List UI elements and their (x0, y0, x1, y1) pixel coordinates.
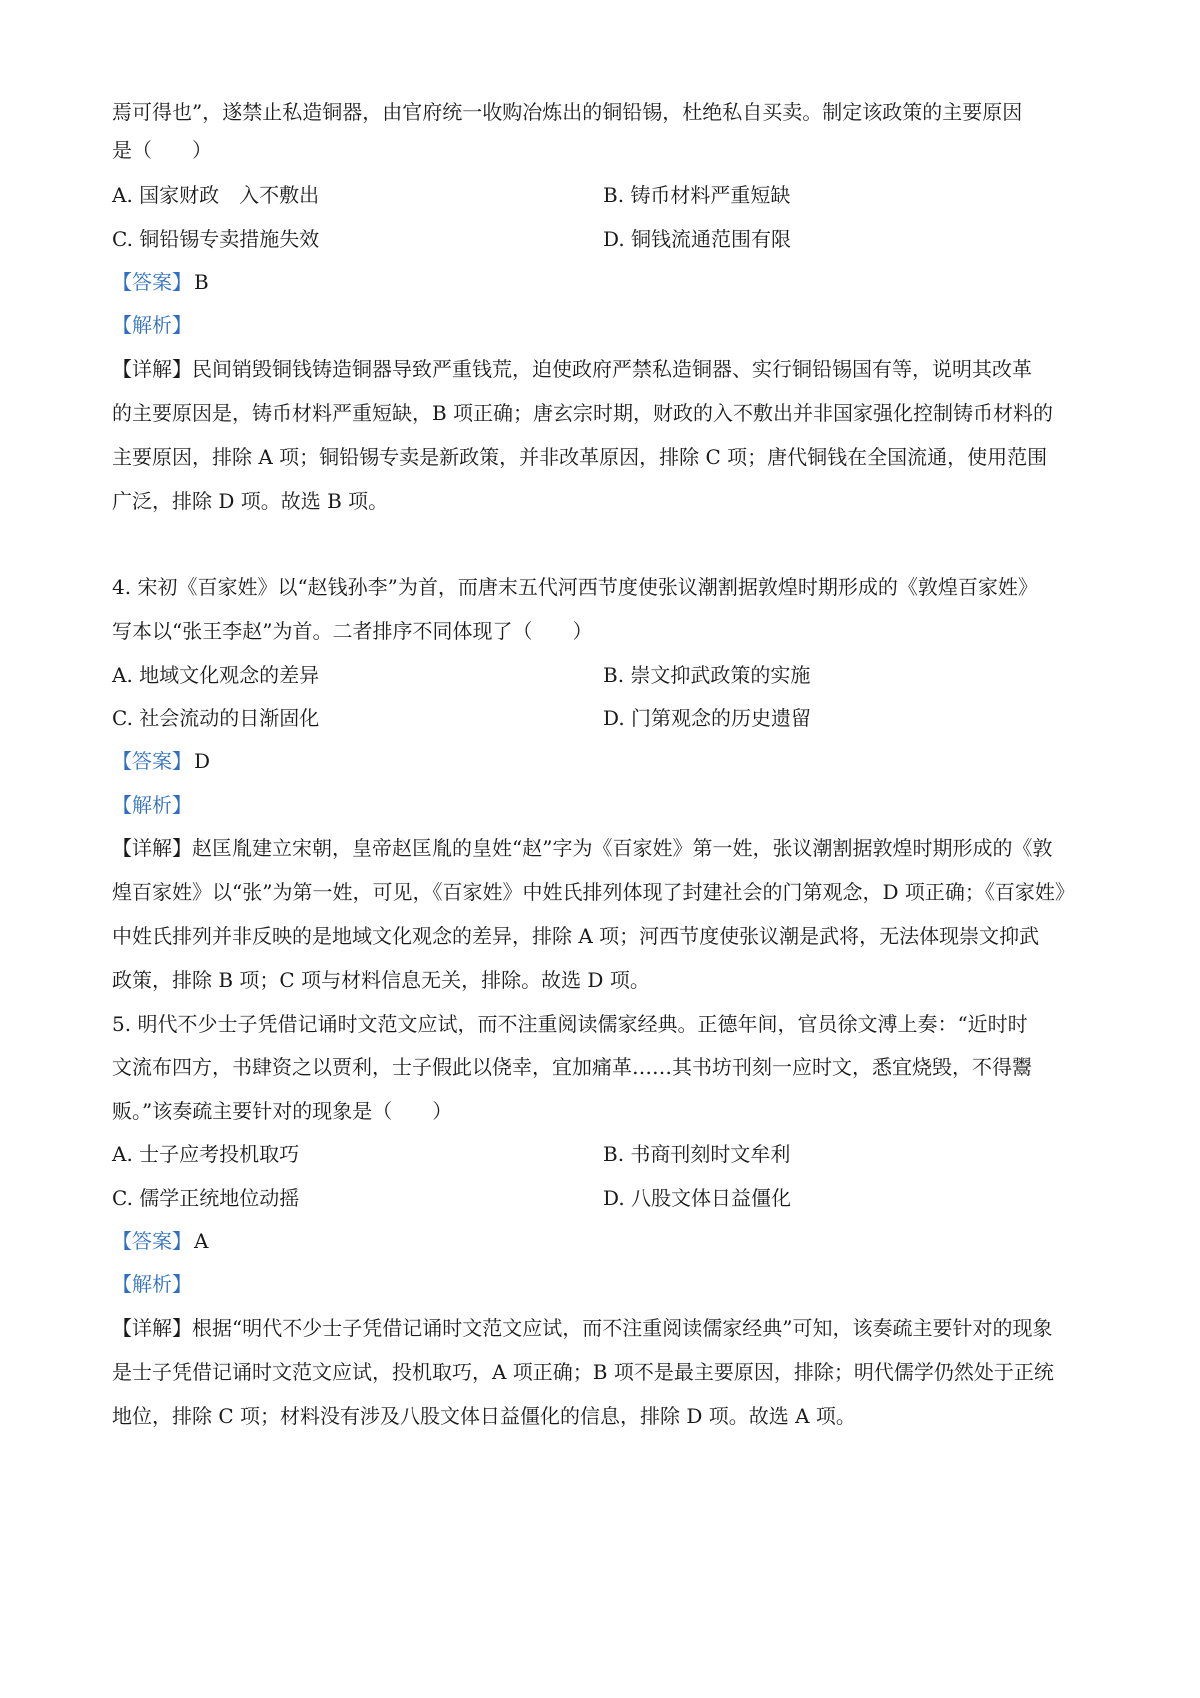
q4-option-a: A. 地域文化观念的差异 (112, 663, 320, 687)
q3-option-b: B. 铸币材料严重短缺 (603, 183, 791, 207)
q5-analysis-heading (112, 1272, 1102, 1296)
q5-option-c: C. 儒学正统地位动摇 (112, 1186, 300, 1210)
detail-text: 根据“明代不少士子凭借记诵时文范文应试，而不注重阅读儒家经典”可知，该奏疏主要针对的现象 (192, 1316, 1053, 1340)
q4-stem-line: 写本以“张王李赵”为首。二者排序不同体现了（ ） (112, 619, 593, 643)
answer-tag: 【答案】 (112, 270, 192, 294)
q3-detail-line: 广泛，排除 D 项。故选 B 项。 (112, 489, 389, 513)
answer-value: B (194, 270, 209, 294)
answer-tag: 【答案】 (112, 749, 192, 773)
analysis-tag: 【解析】 (112, 793, 192, 817)
q4-analysis-heading (112, 793, 1102, 817)
q5-stem-line: 5. 明代不少士子凭借记诵时文范文应试，而不注重阅读儒家经典。正德年间，官员徐文溥上奏：“近时时 (112, 1012, 1028, 1036)
q4-option-d: D. 门第观念的历史遗留 (603, 706, 812, 730)
q4-detail-line: 政策，排除 B 项；C 项与材料信息无关，排除。故选 D 项。 (112, 968, 650, 992)
detail-tag: 【详解】 (112, 836, 192, 860)
q4-answer (112, 749, 1102, 773)
q5-option-a: A. 士子应考投机取巧 (112, 1142, 300, 1166)
q5-stem-line: 贩。”该奏疏主要针对的现象是（ ） (112, 1099, 453, 1123)
q3-option-c: C. 铜铅锡专卖措施失效 (112, 227, 320, 251)
detail-tag: 【详解】 (112, 1316, 192, 1340)
q4-option-c: C. 社会流动的日渐固化 (112, 706, 320, 730)
q4-stem-line: 4. 宋初《百家姓》以“赵钱孙李”为首，而唐末五代河西节度使张议潮割据敦煌时期形成的《敦煌百家姓》 (112, 575, 1038, 599)
q5-option-b: B. 书商刊刻时文牟利 (603, 1142, 791, 1166)
detail-text: 民间销毁铜钱铸造铜器导致严重钱荒，迫使政府严禁私造铜器、实行铜铅锡国有等，说明其改革 (192, 357, 1032, 381)
q3-stem-line: 是（ ） (112, 138, 212, 162)
q5-stem-line: 文流布四方，书肆资之以贾利，士子假此以侥幸，宜加痛革……其书坊刊刻一应时文，悉宜烧毁，不得鬻 (112, 1055, 1032, 1079)
q3-answer (112, 270, 1102, 294)
q5-detail-line: 是士子凭借记诵时文范文应试，投机取巧，A 项正确；B 项不是最主要原因，排除；明代儒学仍然处于正统 (112, 1360, 1054, 1384)
q4-option-b: B. 崇文抑武政策的实施 (603, 663, 811, 687)
q5-detail-line: 地位，排除 C 项；材料没有涉及八股文体日益僵化的信息，排除 D 项。故选 A 项。 (112, 1404, 856, 1428)
detail-text: 赵匡胤建立宋朝，皇帝赵匡胤的皇姓“赵”字为《百家姓》第一姓，张议潮割据敦煌时期形成的《敦 (192, 836, 1053, 860)
q3-analysis-heading (112, 313, 1102, 337)
q5-detail-line (112, 1316, 1102, 1340)
analysis-tag: 【解析】 (112, 1272, 192, 1296)
analysis-tag: 【解析】 (112, 313, 192, 337)
detail-tag: 【详解】 (112, 357, 192, 381)
q3-detail-line: 的主要原因是，铸币材料严重短缺，B 项正确；唐玄宗时期，财政的入不敷出并非国家强化控制铸币材料的 (112, 401, 1054, 425)
q3-stem-line: 焉可得也”，遂禁止私造铜器，由官府统一收购冶炼出的铜铅锡，杜绝私自买卖。制定该政策的主要原因 (112, 100, 1023, 124)
q5-option-d: D. 八股文体日益僵化 (603, 1186, 792, 1210)
q3-detail-line (112, 357, 1102, 381)
answer-value: A (194, 1229, 209, 1253)
q3-option-d: D. 铜钱流通范围有限 (603, 227, 792, 251)
q4-detail-line: 煌百家姓》以“张”为第一姓，可见，《百家姓》中姓氏排列体现了封建社会的门第观念，D 项正确；《百家姓》 (112, 880, 1075, 904)
q3-option-a: A. 国家财政 入不敷出 (112, 183, 320, 207)
q3-detail-line: 主要原因，排除 A 项；铜铅锡专卖是新政策，并非改革原因，排除 C 项；唐代铜钱在全国流通，使用范围 (112, 445, 1048, 469)
q4-detail-line: 中姓氏排列并非反映的是地域文化观念的差异，排除 A 项；河西节度使张议潮是武将，无法体现崇文抑武 (112, 924, 1040, 948)
q5-answer (112, 1229, 1102, 1253)
q4-detail-line (112, 836, 1102, 860)
answer-tag: 【答案】 (112, 1229, 192, 1253)
answer-value: D (194, 749, 211, 773)
